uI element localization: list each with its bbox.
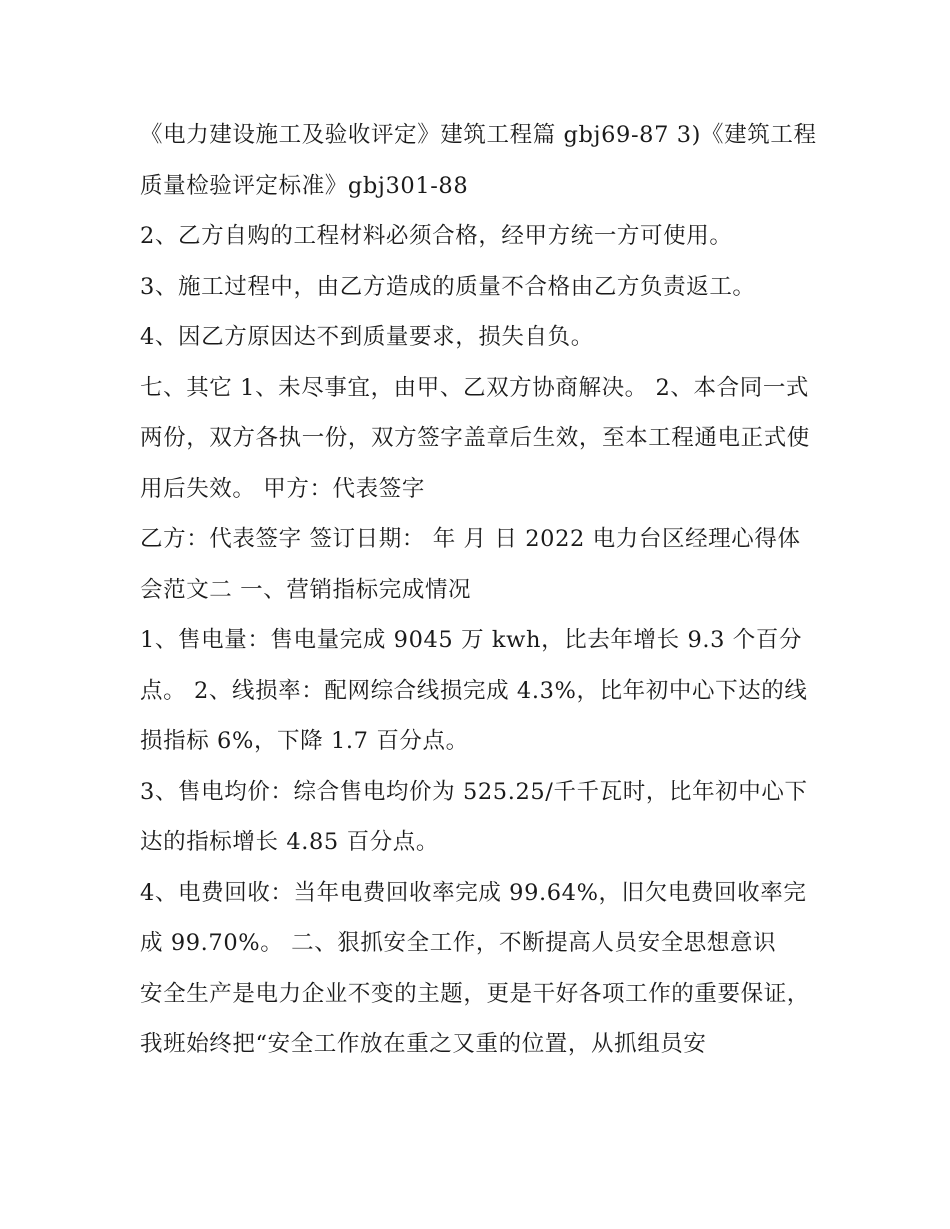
paragraph-avg-price: 3、售电均价：综合售电均价为 525.25/千千瓦时，比年初中心下达的指标增长 4.85 百分点。 — [140, 778, 808, 855]
paragraph-standards: 《电力建设施工及验收评定》建筑工程篇 gbj69-87 3)《建筑工程质量检验评定标准》gbj301-88 — [140, 122, 817, 199]
paragraph-clause-2: 2、乙方自购的工程材料必须合格，经甲方统一方可使用。 — [140, 223, 733, 249]
document-body — [140, 110, 820, 1070]
paragraph-clause-4: 4、因乙方原因达不到质量要求，损失自负。 — [140, 324, 594, 350]
paragraph-sales-linelosses: 1、售电量：售电量完成 9045 万 kwh，比去年增长 9.3 个百分点。 2、线损率：配网综合线损完成 4.3%，比年初中心下达的线损指标 6%，下降 1.7 百分点。 — [140, 627, 808, 754]
paragraph-signature-title: 乙方：代表签字 签订日期： 年 月 日 2022 电力台区经理心得体会范文二 一、营销指标完成情况 — [140, 526, 801, 603]
paragraph-fee-recovery: 4、电费回收：当年电费回收率完成 99.64%，旧欠电费回收率完成 99.70%。 二、狠抓安全工作，不断提高人员安全思想意识 — [140, 879, 807, 956]
paragraph-safety: 安全生产是电力企业不变的主题，更是干好各项工作的重要保证，我班始终把“安全工作放在重之又重的位置，从抓组员安 — [140, 980, 810, 1057]
paragraph-section-7: 七、其它 1、未尽事宜，由甲、乙双方协商解决。 2、本合同一式两份，双方各执一份，双方签字盖章后生效，至本工程通电正式使用后失效。 甲方：代表签字 — [140, 374, 810, 502]
paragraph-clause-3: 3、施工过程中，由乙方造成的质量不合格由乙方负责返工。 — [140, 273, 756, 300]
